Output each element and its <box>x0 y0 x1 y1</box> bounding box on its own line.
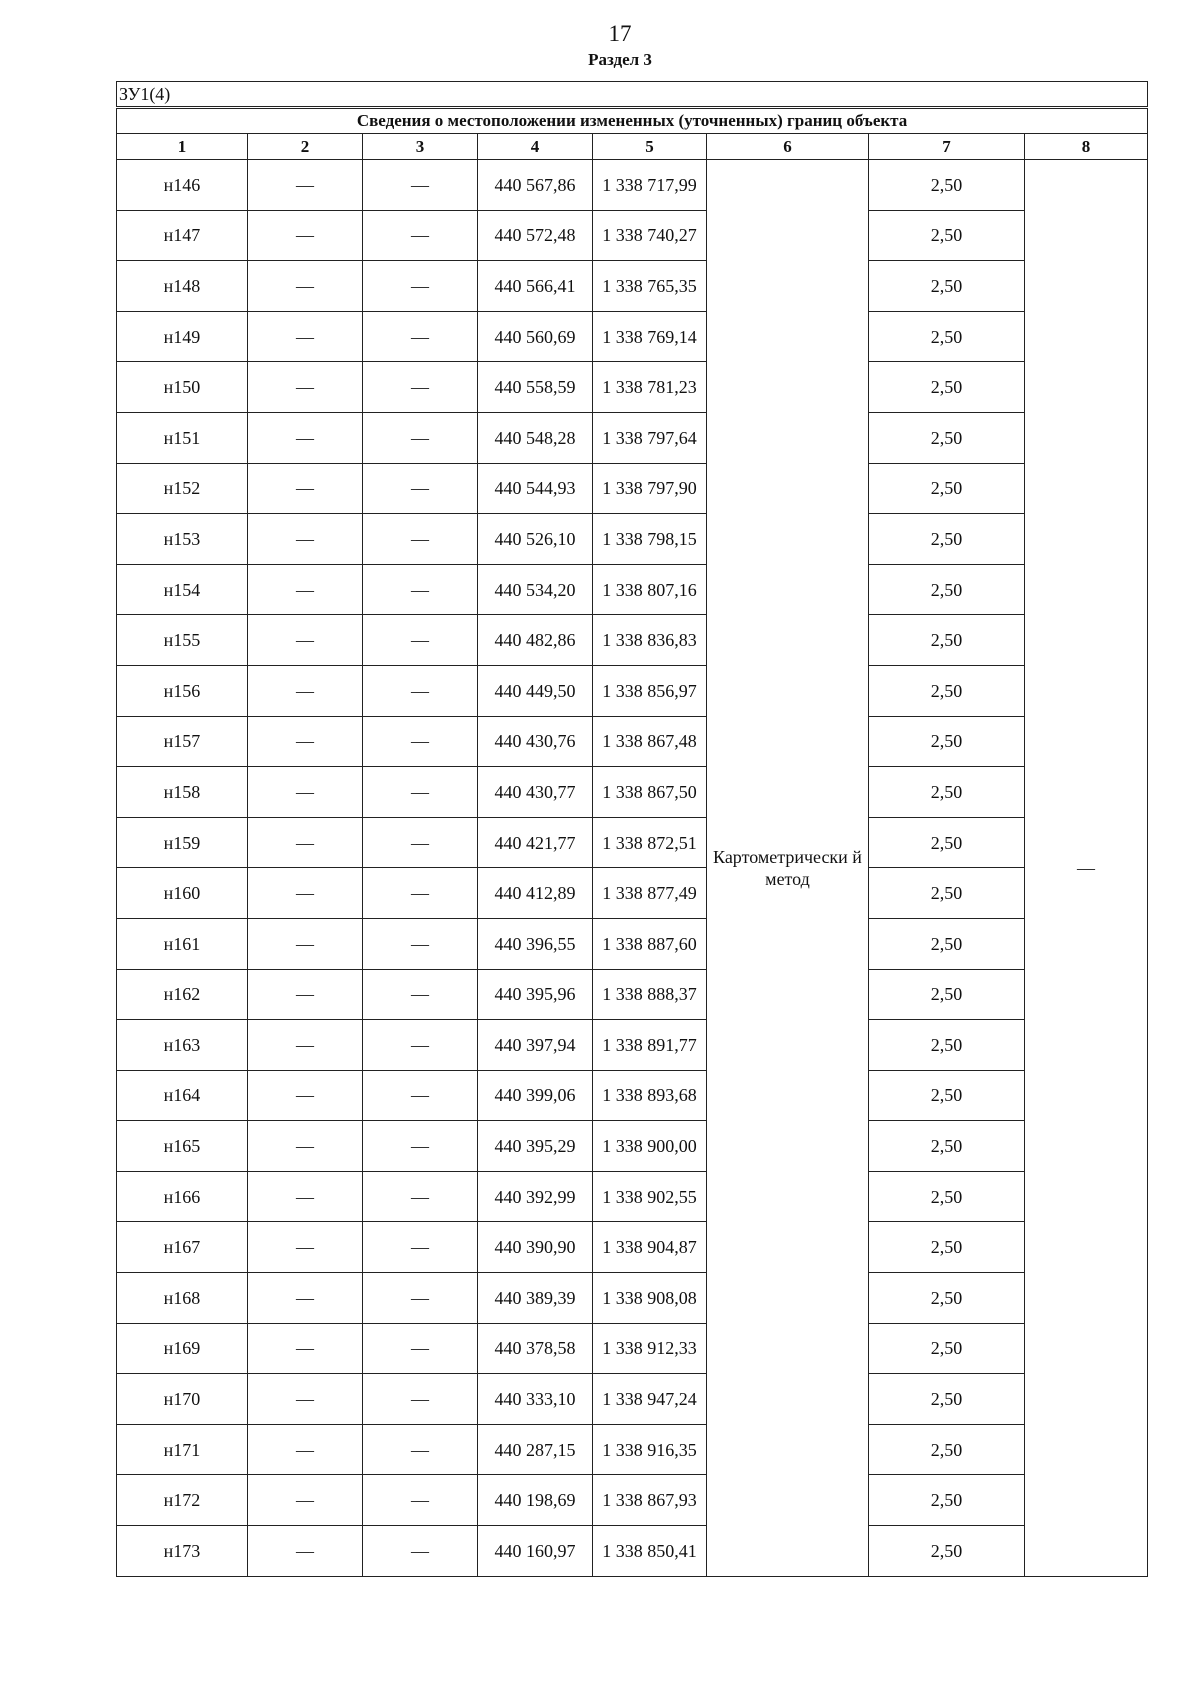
column3-cell: — <box>363 1475 478 1526</box>
table-row <box>117 210 1148 261</box>
accuracy-cell: 2,50 <box>869 1374 1025 1425</box>
accuracy-cell: 2,50 <box>869 261 1025 312</box>
column3-cell: — <box>363 1273 478 1324</box>
point-id-cell: н157 <box>117 716 248 767</box>
column2-cell: — <box>248 362 363 413</box>
accuracy-cell: 2,50 <box>869 160 1025 211</box>
y-coordinate-cell: 1 338 856,97 <box>593 665 707 716</box>
y-coordinate-cell: 1 338 717,99 <box>593 160 707 211</box>
x-coordinate-cell: 440 397,94 <box>478 1020 593 1071</box>
accuracy-cell: 2,50 <box>869 1273 1025 1324</box>
column2-cell: — <box>248 210 363 261</box>
column-number: 8 <box>1025 134 1148 160</box>
accuracy-cell: 2,50 <box>869 412 1025 463</box>
table-row <box>117 767 1148 818</box>
point-id-cell: н153 <box>117 514 248 565</box>
accuracy-cell: 2,50 <box>869 969 1025 1020</box>
point-id-cell: н168 <box>117 1273 248 1324</box>
column3-cell: — <box>363 1222 478 1273</box>
point-id-cell: н169 <box>117 1323 248 1374</box>
column2-cell: — <box>248 1475 363 1526</box>
column3-cell: — <box>363 1171 478 1222</box>
x-coordinate-cell: 440 482,86 <box>478 615 593 666</box>
table-row <box>117 1171 1148 1222</box>
table-row <box>117 1273 1148 1324</box>
column-number: 1 <box>117 134 248 160</box>
column3-cell: — <box>363 160 478 211</box>
point-id-cell: н151 <box>117 412 248 463</box>
table-row <box>117 1424 1148 1475</box>
table-row <box>117 564 1148 615</box>
accuracy-cell: 2,50 <box>869 1222 1025 1273</box>
table-row <box>117 1374 1148 1425</box>
column2-cell: — <box>248 716 363 767</box>
column3-cell: — <box>363 463 478 514</box>
table-row <box>117 412 1148 463</box>
method-cell: Картометрически й метод <box>707 160 869 1577</box>
x-coordinate-cell: 440 287,15 <box>478 1424 593 1475</box>
column2-cell: — <box>248 412 363 463</box>
point-id-cell: н148 <box>117 261 248 312</box>
section-title: Раздел 3 <box>588 50 652 69</box>
x-coordinate-cell: 440 392,99 <box>478 1171 593 1222</box>
table-row <box>117 868 1148 919</box>
point-id-cell: н166 <box>117 1171 248 1222</box>
column-number: 7 <box>869 134 1025 160</box>
column3-cell: — <box>363 1424 478 1475</box>
accuracy-cell: 2,50 <box>869 1323 1025 1374</box>
point-id-cell: н170 <box>117 1374 248 1425</box>
x-coordinate-cell: 440 390,90 <box>478 1222 593 1273</box>
table-row <box>117 1475 1148 1526</box>
y-coordinate-cell: 1 338 872,51 <box>593 817 707 868</box>
page-number: 17 <box>608 21 632 46</box>
point-id-cell: н154 <box>117 564 248 615</box>
accuracy-cell: 2,50 <box>869 1424 1025 1475</box>
table-row <box>117 1020 1148 1071</box>
accuracy-cell: 2,50 <box>869 868 1025 919</box>
table-row <box>117 615 1148 666</box>
x-coordinate-cell: 440 430,77 <box>478 767 593 818</box>
point-id-cell: н158 <box>117 767 248 818</box>
accuracy-cell: 2,50 <box>869 665 1025 716</box>
y-coordinate-cell: 1 338 781,23 <box>593 362 707 413</box>
column2-cell: — <box>248 767 363 818</box>
table-row <box>117 311 1148 362</box>
y-coordinate-cell: 1 338 887,60 <box>593 918 707 969</box>
point-id-cell: н149 <box>117 311 248 362</box>
x-coordinate-cell: 440 160,97 <box>478 1526 593 1577</box>
y-coordinate-cell: 1 338 740,27 <box>593 210 707 261</box>
point-id-cell: н167 <box>117 1222 248 1273</box>
column-number: 4 <box>478 134 593 160</box>
column3-cell: — <box>363 918 478 969</box>
column3-cell: — <box>363 1121 478 1172</box>
accuracy-cell: 2,50 <box>869 1171 1025 1222</box>
y-coordinate-cell: 1 338 769,14 <box>593 311 707 362</box>
column2-cell: — <box>248 1323 363 1374</box>
x-coordinate-cell: 440 395,96 <box>478 969 593 1020</box>
column2-cell: — <box>248 868 363 919</box>
x-coordinate-cell: 440 389,39 <box>478 1273 593 1324</box>
column-number: 3 <box>363 134 478 160</box>
point-id-cell: н173 <box>117 1526 248 1577</box>
x-coordinate-cell: 440 378,58 <box>478 1323 593 1374</box>
column2-cell: — <box>248 1222 363 1273</box>
x-coordinate-cell: 440 558,59 <box>478 362 593 413</box>
column2-cell: — <box>248 1374 363 1425</box>
table-row <box>117 463 1148 514</box>
y-coordinate-cell: 1 338 908,08 <box>593 1273 707 1324</box>
column2-cell: — <box>248 1273 363 1324</box>
column2-cell: — <box>248 311 363 362</box>
column2-cell: — <box>248 918 363 969</box>
x-coordinate-cell: 440 560,69 <box>478 311 593 362</box>
x-coordinate-cell: 440 399,06 <box>478 1070 593 1121</box>
y-coordinate-cell: 1 338 893,68 <box>593 1070 707 1121</box>
column-number: 5 <box>593 134 707 160</box>
column2-cell: — <box>248 817 363 868</box>
accuracy-cell: 2,50 <box>869 210 1025 261</box>
y-coordinate-cell: 1 338 797,64 <box>593 412 707 463</box>
column3-cell: — <box>363 665 478 716</box>
column2-cell: — <box>248 1121 363 1172</box>
point-id-cell: н165 <box>117 1121 248 1172</box>
point-id-cell: н164 <box>117 1070 248 1121</box>
column2-cell: — <box>248 615 363 666</box>
column2-cell: — <box>248 1020 363 1071</box>
column3-cell: — <box>363 311 478 362</box>
accuracy-cell: 2,50 <box>869 564 1025 615</box>
column2-cell: — <box>248 1424 363 1475</box>
y-coordinate-cell: 1 338 798,15 <box>593 514 707 565</box>
column3-cell: — <box>363 564 478 615</box>
column2-cell: — <box>248 665 363 716</box>
column2-cell: — <box>248 463 363 514</box>
y-coordinate-cell: 1 338 867,48 <box>593 716 707 767</box>
y-coordinate-cell: 1 338 947,24 <box>593 1374 707 1425</box>
x-coordinate-cell: 440 534,20 <box>478 564 593 615</box>
column2-cell: — <box>248 969 363 1020</box>
accuracy-cell: 2,50 <box>869 1121 1025 1172</box>
column3-cell: — <box>363 1374 478 1425</box>
accuracy-cell: 2,50 <box>869 1020 1025 1071</box>
table-row <box>117 1526 1148 1577</box>
point-id-cell: н163 <box>117 1020 248 1071</box>
y-coordinate-cell: 1 338 891,77 <box>593 1020 707 1071</box>
accuracy-cell: 2,50 <box>869 615 1025 666</box>
point-id-cell: н146 <box>117 160 248 211</box>
accuracy-cell: 2,50 <box>869 1475 1025 1526</box>
point-id-cell: н172 <box>117 1475 248 1526</box>
point-id-cell: н156 <box>117 665 248 716</box>
column3-cell: — <box>363 969 478 1020</box>
y-coordinate-cell: 1 338 902,55 <box>593 1171 707 1222</box>
table-row <box>117 160 1148 211</box>
column3-cell: — <box>363 767 478 818</box>
y-coordinate-cell: 1 338 912,33 <box>593 1323 707 1374</box>
accuracy-cell: 2,50 <box>869 514 1025 565</box>
x-coordinate-cell: 440 567,86 <box>478 160 593 211</box>
coordinates-table <box>116 81 1148 1577</box>
x-coordinate-cell: 440 395,29 <box>478 1121 593 1172</box>
x-coordinate-cell: 440 544,93 <box>478 463 593 514</box>
table-row <box>117 514 1148 565</box>
accuracy-cell: 2,50 <box>869 1070 1025 1121</box>
x-coordinate-cell: 440 198,69 <box>478 1475 593 1526</box>
x-coordinate-cell: 440 412,89 <box>478 868 593 919</box>
column2-cell: — <box>248 1070 363 1121</box>
table-row <box>117 362 1148 413</box>
column3-cell: — <box>363 868 478 919</box>
column-number: 6 <box>707 134 869 160</box>
column3-cell: — <box>363 362 478 413</box>
column2-cell: — <box>248 1171 363 1222</box>
y-coordinate-cell: 1 338 916,35 <box>593 1424 707 1475</box>
x-coordinate-cell: 440 572,48 <box>478 210 593 261</box>
x-coordinate-cell: 440 430,76 <box>478 716 593 767</box>
table-row <box>117 1070 1148 1121</box>
object-label: ЗУ1(4) <box>117 82 1148 108</box>
accuracy-cell: 2,50 <box>869 311 1025 362</box>
accuracy-cell: 2,50 <box>869 817 1025 868</box>
x-coordinate-cell: 440 548,28 <box>478 412 593 463</box>
y-coordinate-cell: 1 338 765,35 <box>593 261 707 312</box>
y-coordinate-cell: 1 338 867,93 <box>593 1475 707 1526</box>
column3-cell: — <box>363 716 478 767</box>
accuracy-cell: 2,50 <box>869 767 1025 818</box>
table-body <box>117 82 1148 1577</box>
y-coordinate-cell: 1 338 807,16 <box>593 564 707 615</box>
column3-cell: — <box>363 412 478 463</box>
column3-cell: — <box>363 1070 478 1121</box>
column3-cell: — <box>363 817 478 868</box>
table-row <box>117 969 1148 1020</box>
x-coordinate-cell: 440 526,10 <box>478 514 593 565</box>
column2-cell: — <box>248 514 363 565</box>
table-row <box>117 1222 1148 1273</box>
point-id-cell: н162 <box>117 969 248 1020</box>
point-id-cell: н160 <box>117 868 248 919</box>
x-coordinate-cell: 440 566,41 <box>478 261 593 312</box>
table-row <box>117 716 1148 767</box>
column8-cell: — <box>1025 160 1148 1577</box>
y-coordinate-cell: 1 338 900,00 <box>593 1121 707 1172</box>
column3-cell: — <box>363 1020 478 1071</box>
table-row <box>117 1323 1148 1374</box>
accuracy-cell: 2,50 <box>869 716 1025 767</box>
column2-cell: — <box>248 1526 363 1577</box>
table-heading: Сведения о местоположении измененных (уточненных) границ объекта <box>117 108 1148 134</box>
column2-cell: — <box>248 261 363 312</box>
point-id-cell: н152 <box>117 463 248 514</box>
column3-cell: — <box>363 514 478 565</box>
point-id-cell: н161 <box>117 918 248 969</box>
y-coordinate-cell: 1 338 867,50 <box>593 767 707 818</box>
point-id-cell: н150 <box>117 362 248 413</box>
table-row <box>117 1121 1148 1172</box>
column3-cell: — <box>363 210 478 261</box>
column3-cell: — <box>363 1526 478 1577</box>
column2-cell: — <box>248 160 363 211</box>
y-coordinate-cell: 1 338 836,83 <box>593 615 707 666</box>
y-coordinate-cell: 1 338 904,87 <box>593 1222 707 1273</box>
column2-cell: — <box>248 564 363 615</box>
column3-cell: — <box>363 615 478 666</box>
accuracy-cell: 2,50 <box>869 362 1025 413</box>
table-heading-row <box>117 108 1148 134</box>
x-coordinate-cell: 440 396,55 <box>478 918 593 969</box>
point-id-cell: н155 <box>117 615 248 666</box>
y-coordinate-cell: 1 338 850,41 <box>593 1526 707 1577</box>
accuracy-cell: 2,50 <box>869 463 1025 514</box>
point-id-cell: н147 <box>117 210 248 261</box>
point-id-cell: н171 <box>117 1424 248 1475</box>
point-id-cell: н159 <box>117 817 248 868</box>
column3-cell: — <box>363 1323 478 1374</box>
y-coordinate-cell: 1 338 877,49 <box>593 868 707 919</box>
x-coordinate-cell: 440 449,50 <box>478 665 593 716</box>
table-row <box>117 918 1148 969</box>
x-coordinate-cell: 440 421,77 <box>478 817 593 868</box>
table-row <box>117 261 1148 312</box>
table-row <box>117 665 1148 716</box>
table-row <box>117 817 1148 868</box>
column-number-row <box>117 134 1148 160</box>
accuracy-cell: 2,50 <box>869 918 1025 969</box>
column-number: 2 <box>248 134 363 160</box>
object-caption-row <box>117 82 1148 108</box>
x-coordinate-cell: 440 333,10 <box>478 1374 593 1425</box>
y-coordinate-cell: 1 338 797,90 <box>593 463 707 514</box>
accuracy-cell: 2,50 <box>869 1526 1025 1577</box>
y-coordinate-cell: 1 338 888,37 <box>593 969 707 1020</box>
column3-cell: — <box>363 261 478 312</box>
